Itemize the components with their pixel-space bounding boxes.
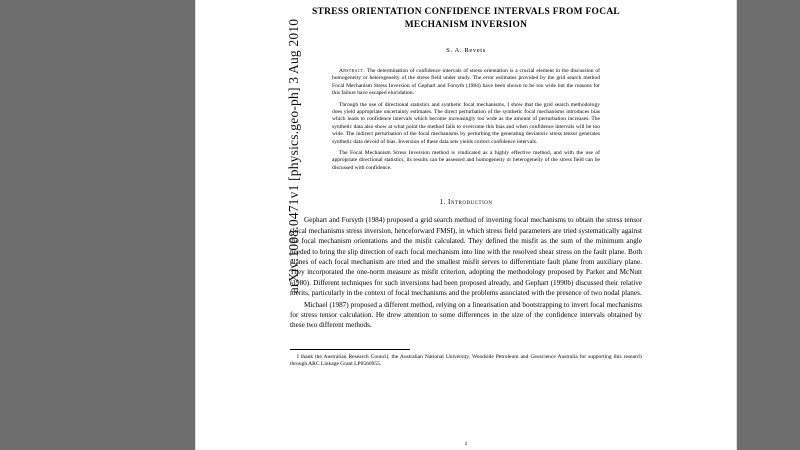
section-title: Introduction <box>448 198 493 207</box>
body-paragraph-2: Michael (1987) proposed a different method, relying on a linearisation and bootstrapping to invert focal mechanisms for stress tensor calculation. He drew attention to some differences in the size of the confidence intervals obtained by these two different methods. <box>290 300 642 330</box>
author-name: S. A. Revets <box>446 47 486 54</box>
abstract-text-1: The determination of confidence intervals of stress orientation is a crucial element in the discussion of homogeneity or heterogeneity of the stress field under study. The error estimates provided by the grid search method Focal Mechanism Stress Inversion of Gephart and Forsyth (1984) have been shown to be too wide but the reasons for this failure have escaped elucidation. <box>332 68 601 97</box>
footnote-divider <box>290 349 410 350</box>
abstract-block <box>332 68 600 172</box>
section-number: 1. <box>439 198 446 207</box>
body-paragraph-1: Gephart and Forsyth (1984) proposed a grid search method of inverting focal mechanisms to obtain the stress tensor (focal mechanisms stress inversion, henceforward FMSI), in which stress field parameters are tried systematically against the focal mechanism orientations and the misfit calculated. They defined the misfit as the sum of the minimum angle needed to bring the slip direction of each focal mechanism into line with the resolved shear stress on the fault plane. Both planes of each focal mechanism are tried and the smallest misfit serves to differentiate fault plane from auxiliary plane. They incorporated the one-norm measure as misfit criterion, adopting the methodology proposed by Parker and McNutt (1980). Different techniques for such inversions had been proposed already, and Gephart (1990b) discussed their relative merits, particularly in the context of focal mechanisms and the problems associated with the presence of two nodal planes. <box>290 216 642 298</box>
paper-content <box>196 0 736 368</box>
abstract-paragraph-1 <box>332 68 600 98</box>
page-title: STRESS ORIENTATION CONFIDENCE INTERVALS FROM FOCAL MECHANISM INVERSION <box>311 7 621 30</box>
body-text <box>290 215 642 330</box>
section-heading <box>196 198 736 206</box>
paper-page <box>196 0 736 450</box>
abstract-paragraph-3: The Focal Mechanism Stress Inversion method is vindicated as a highly effective method, and with the use of appropriate directional statistics, its results can be assessed and homogeneity or heterogeneity of the stress field can be discussed with confidence. <box>332 150 600 171</box>
footnote-text: I thank the Australian Research Council, the Australian National University, Woodside Petroleum and Geoscience Australia for supporting this research through ARC Linkage Grant LP0560955. <box>290 353 642 367</box>
abstract-paragraph-2: Through the use of directional statistics and synthetic focal mechanisms, I show that the grid search methodology does yield appropriate uncertainty estimates. The direct perturbation of the synthetic focal mechanisms introduces bias which leads to confidence intervals which become increasingly too wide as the amount of perturbation increases. The synthetic data also show at what point the method fails to overcome this bias and when confidence intervals will be too wide. The indirect perturbation of the focal mechanisms by perturbing the generating deviatoric stress tensor generates synthetic data devoid of bias. Inversion of these data sets yields correct confidence intervals. <box>332 101 600 145</box>
abstract-label: Abstract. <box>339 68 366 74</box>
arxiv-stamp: arXiv:1008.0471v1 [physics.geo-ph] 3 Aug 2010 <box>286 18 301 294</box>
footnote-block <box>290 354 642 368</box>
page-number: 1 <box>464 441 468 447</box>
